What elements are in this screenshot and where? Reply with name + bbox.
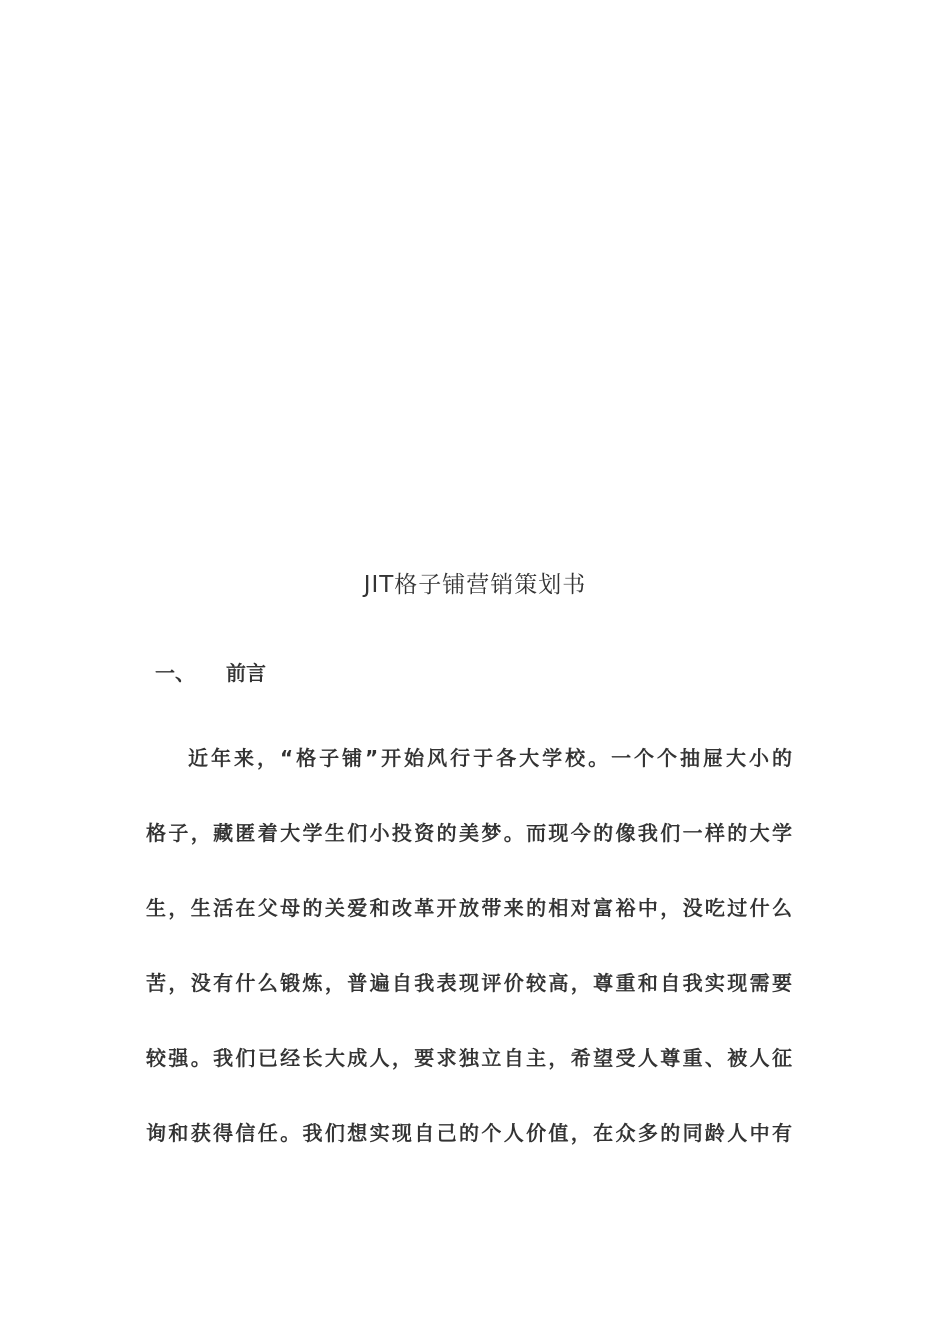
paragraph-line: 生，生活在父母的关爱和改革开放带来的相对富裕中，没吃过什么 — [146, 896, 792, 920]
paragraph-line: 较强。我们已经长大成人，要求独立自主，希望受人尊重、被人征 — [146, 1046, 792, 1070]
document-title: JIT格子铺营销策划书 — [363, 572, 587, 598]
paragraph-line: 格子，藏匿着大学生们小投资的美梦。而现今的像我们一样的大学 — [146, 821, 792, 845]
section-title: 前言 — [226, 661, 266, 685]
paragraph-line: 询和获得信任。我们想实现自己的个人价值，在众多的同龄人中有 — [146, 1121, 792, 1145]
paragraph-line: 苦，没有什么锻炼，普遍自我表现评价较高，尊重和自我实现需要 — [146, 971, 792, 995]
preface-paragraph — [146, 734, 792, 1184]
section-number: 一、 — [155, 661, 195, 685]
section-heading — [155, 655, 266, 691]
paragraph-line: 近年来，“格子铺”开始风行于各大学校。一个个抽屉大小的 — [188, 746, 792, 770]
